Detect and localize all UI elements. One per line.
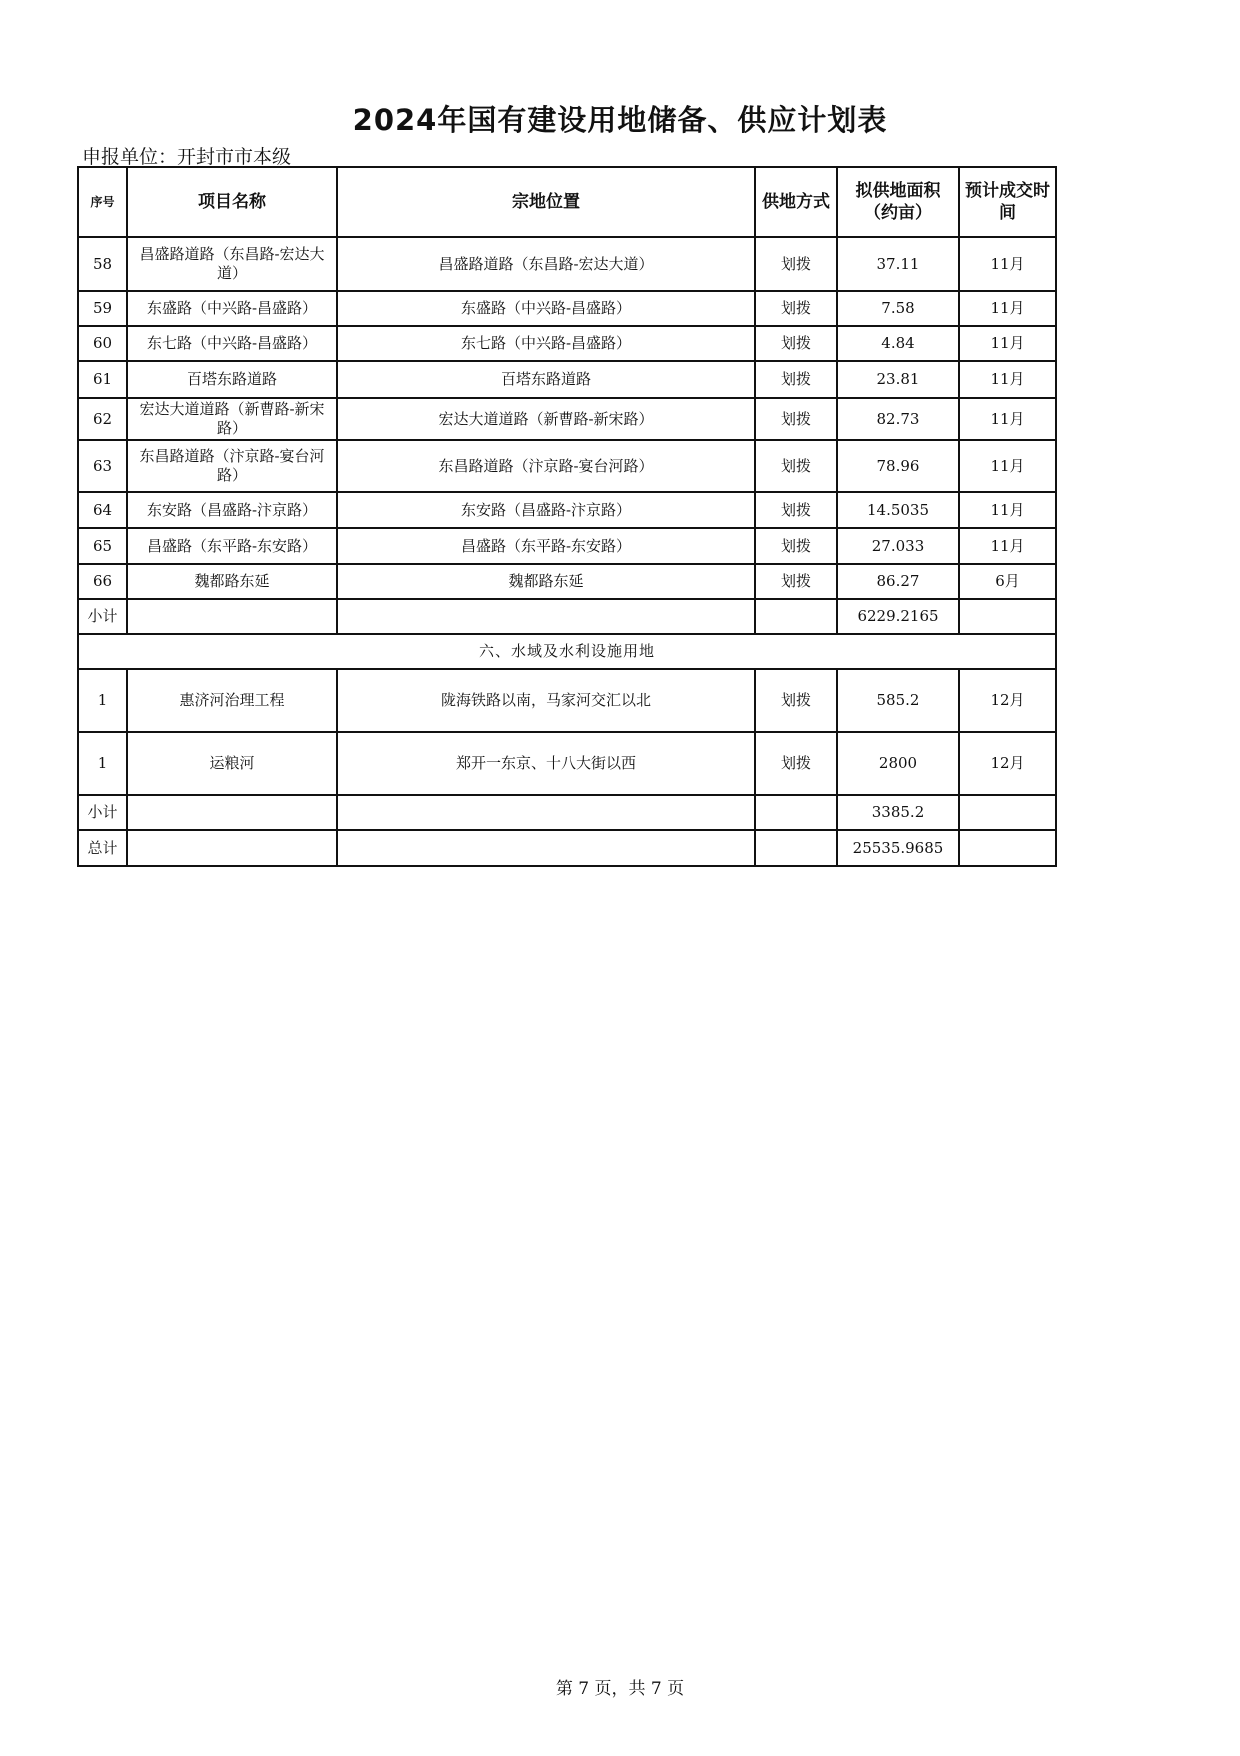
table-row (78, 398, 1056, 440)
cell-empty (127, 599, 337, 634)
subtotal-area: 6229.2165 (837, 599, 959, 634)
cell-method: 划拨 (755, 492, 837, 528)
cell-area: 585.2 (837, 669, 959, 732)
cell-time: 11月 (959, 440, 1056, 492)
cell-name: 东七路（中兴路-昌盛路） (127, 326, 337, 361)
cell-seq: 63 (78, 440, 127, 492)
cell-name: 东安路（昌盛路-汴京路） (127, 492, 337, 528)
total-area: 25535.9685 (837, 830, 959, 866)
cell-seq: 60 (78, 326, 127, 361)
cell-area: 14.5035 (837, 492, 959, 528)
cell-time: 11月 (959, 291, 1056, 326)
cell-empty (959, 599, 1056, 634)
cell-empty (959, 830, 1056, 866)
cell-name: 昌盛路（东平路-东安路） (127, 528, 337, 564)
cell-name: 百塔东路道路 (127, 361, 337, 398)
header-seq: 序号 (78, 167, 127, 237)
cell-location: 陇海铁路以南，马家河交汇以北 (337, 669, 755, 732)
table-row (78, 326, 1056, 361)
page-footer: 第 7 页，共 7 页 (555, 1679, 685, 1699)
cell-seq: 62 (78, 398, 127, 440)
cell-empty (755, 795, 837, 830)
cell-location: 东七路（中兴路-昌盛路） (337, 326, 755, 361)
cell-empty (337, 795, 755, 830)
cell-area: 27.033 (837, 528, 959, 564)
cell-method: 划拨 (755, 291, 837, 326)
cell-time: 11月 (959, 492, 1056, 528)
cell-location: 昌盛路道路（东昌路-宏达大道） (337, 237, 755, 291)
table-row (78, 564, 1056, 599)
cell-area: 23.81 (837, 361, 959, 398)
subtotal-row (78, 599, 1056, 634)
cell-name: 宏达大道道路（新曹路-新宋路） (127, 398, 337, 440)
table-row (78, 669, 1056, 732)
cell-time: 11月 (959, 361, 1056, 398)
header-time: 预计成交时间 (959, 167, 1056, 237)
cell-empty (337, 599, 755, 634)
cell-name: 昌盛路道路（东昌路-宏达大道） (127, 237, 337, 291)
cell-area: 37.11 (837, 237, 959, 291)
cell-empty (959, 795, 1056, 830)
cell-empty (755, 830, 837, 866)
cell-method: 划拨 (755, 669, 837, 732)
cell-area: 2800 (837, 732, 959, 795)
cell-method: 划拨 (755, 732, 837, 795)
table-row (78, 492, 1056, 528)
cell-name: 运粮河 (127, 732, 337, 795)
cell-time: 11月 (959, 326, 1056, 361)
cell-time: 11月 (959, 528, 1056, 564)
table-row (78, 528, 1056, 564)
table-row (78, 440, 1056, 492)
cell-time: 12月 (959, 669, 1056, 732)
cell-location: 东安路（昌盛路-汴京路） (337, 492, 755, 528)
header-name: 项目名称 (127, 167, 337, 237)
cell-time: 6月 (959, 564, 1056, 599)
cell-seq: 59 (78, 291, 127, 326)
cell-area: 4.84 (837, 326, 959, 361)
cell-name: 惠济河治理工程 (127, 669, 337, 732)
cell-method: 划拨 (755, 361, 837, 398)
cell-name: 东昌路道路（汴京路-宴台河路） (127, 440, 337, 492)
cell-name: 东盛路（中兴路-昌盛路） (127, 291, 337, 326)
cell-name: 魏都路东延 (127, 564, 337, 599)
cell-method: 划拨 (755, 398, 837, 440)
subtotal-label: 小计 (78, 599, 127, 634)
subtotal-area: 3385.2 (837, 795, 959, 830)
cell-seq: 66 (78, 564, 127, 599)
cell-location: 宏达大道道路（新曹路-新宋路） (337, 398, 755, 440)
cell-location: 郑开一东京、十八大街以西 (337, 732, 755, 795)
cell-location: 昌盛路（东平路-东安路） (337, 528, 755, 564)
total-label: 总计 (78, 830, 127, 866)
cell-method: 划拨 (755, 326, 837, 361)
cell-seq: 61 (78, 361, 127, 398)
section-heading-row (78, 634, 1056, 669)
total-row (78, 830, 1056, 866)
cell-empty (127, 830, 337, 866)
cell-area: 7.58 (837, 291, 959, 326)
page-title: 2024年国有建设用地储备、供应计划表 (352, 103, 888, 137)
cell-time: 11月 (959, 398, 1056, 440)
cell-location: 魏都路东延 (337, 564, 755, 599)
header-location: 宗地位置 (337, 167, 755, 237)
header-area: 拟供地面积（约亩） (837, 167, 959, 237)
reporting-unit: 申报单位：开封市市本级 (82, 146, 292, 168)
header-method: 供地方式 (755, 167, 837, 237)
cell-location: 东盛路（中兴路-昌盛路） (337, 291, 755, 326)
cell-seq: 1 (78, 669, 127, 732)
table-row (78, 361, 1056, 398)
cell-seq: 64 (78, 492, 127, 528)
cell-time: 11月 (959, 237, 1056, 291)
cell-seq: 1 (78, 732, 127, 795)
cell-method: 划拨 (755, 528, 837, 564)
cell-seq: 58 (78, 237, 127, 291)
section-heading: 六、水域及水利设施用地 (78, 634, 1056, 669)
header-row (78, 167, 1056, 237)
cell-empty (127, 795, 337, 830)
cell-empty (755, 599, 837, 634)
table-row (78, 291, 1056, 326)
cell-empty (337, 830, 755, 866)
cell-location: 东昌路道路（汴京路-宴台河路） (337, 440, 755, 492)
cell-method: 划拨 (755, 564, 837, 599)
subtotal-row (78, 795, 1056, 830)
cell-method: 划拨 (755, 440, 837, 492)
cell-area: 82.73 (837, 398, 959, 440)
subtotal-label: 小计 (78, 795, 127, 830)
cell-location: 百塔东路道路 (337, 361, 755, 398)
table-row (78, 732, 1056, 795)
table-row (78, 237, 1056, 291)
plan-table (77, 166, 1057, 867)
cell-seq: 65 (78, 528, 127, 564)
cell-method: 划拨 (755, 237, 837, 291)
cell-area: 86.27 (837, 564, 959, 599)
cell-area: 78.96 (837, 440, 959, 492)
cell-time: 12月 (959, 732, 1056, 795)
